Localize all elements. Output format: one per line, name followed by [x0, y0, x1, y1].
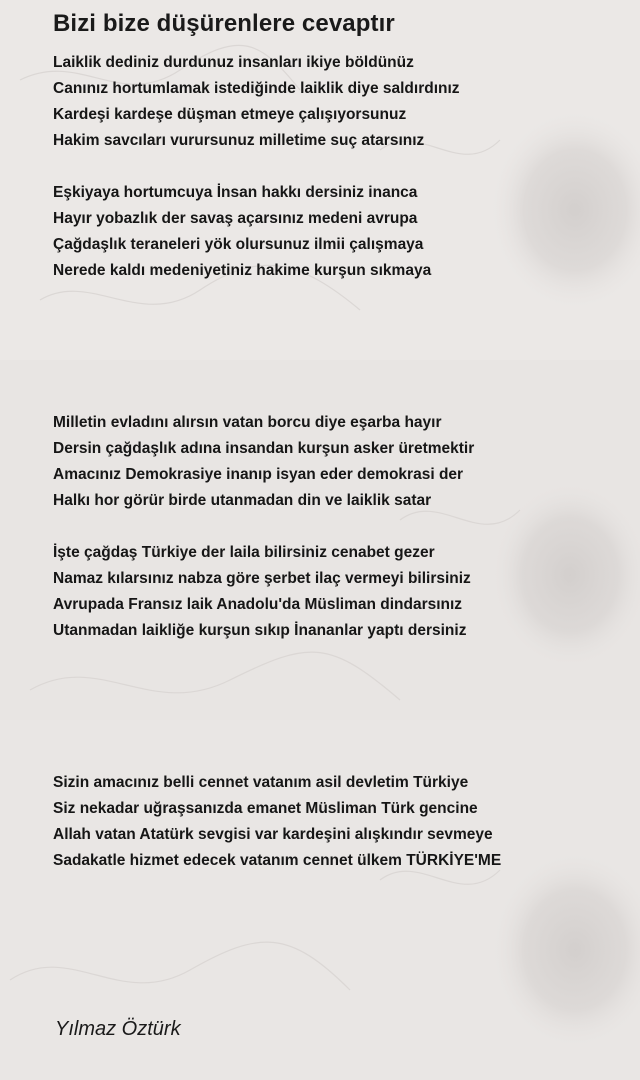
poem-line: Utanmadan laikliğe kurşun sıkıp İnananlar yaptı dersiniz	[53, 622, 467, 639]
poem-line: Eşkiyaya hortumcuya İnsan hakkı dersiniz inanca	[53, 184, 418, 201]
poem-line: Namaz kılarsınız nabza göre şerbet ilaç vermeyi bilirsiniz	[53, 570, 471, 587]
poem-line: Sizin amacınız belli cennet vatanım asil devletim Türkiye	[53, 774, 469, 791]
poem-line: Avrupada Fransız laik Anadolu'da Müsliman dindarsınız	[53, 596, 463, 613]
poem-line: Kardeşi kardeşe düşman etmeye çalışıyorsunuz	[53, 106, 407, 123]
poem-line: Dersin çağdaşlık adına insandan kurşun asker üretmektir	[53, 440, 475, 457]
poem-line: İşte çağdaş Türkiye der laila bilirsiniz cenabet gezer	[53, 544, 435, 561]
poem-line: Hayır yobazlık der savaş açarsınız medeni avrupa	[53, 210, 418, 227]
poem-stanza	[53, 50, 460, 154]
poem-line: Amacınız Demokrasiye inanıp isyan eder demokrasi der	[53, 466, 464, 483]
poem-line: Milletin evladını alırsın vatan borcu diye eşarba hayır	[53, 414, 442, 431]
poem-line: Hakim savcıları vurursunuz milletime suç atarsınız	[53, 132, 425, 149]
poem-title: Bizi bize düşürenlere cevaptır	[53, 10, 395, 37]
poem-author: Yılmaz Öztürk	[55, 1018, 181, 1040]
poem-stanza	[53, 180, 431, 284]
poem-line: Sadakatle hizmet edecek vatanım cennet ülkem TÜRKİYE'ME	[53, 852, 502, 869]
poem-line: Çağdaşlık teraneleri yök olursunuz ilmii çalışmaya	[53, 236, 424, 253]
poem-line: Laiklik dediniz durdunuz insanları ikiye böldünüz	[53, 54, 414, 71]
poem-stanza	[53, 540, 471, 644]
poem-stanza	[53, 410, 474, 514]
poem-stanza	[53, 770, 501, 874]
poem-line: Halkı hor görür birde utanmadan din ve laiklik satar	[53, 492, 432, 509]
poem-line: Canınız hortumlamak istediğinde laiklik diye saldırdınız	[53, 80, 460, 97]
poem-line: Nerede kaldı medeniyetiniz hakime kurşun sıkmaya	[53, 262, 432, 279]
poem-line: Siz nekadar uğraşsanızda emanet Müsliman Türk gencine	[53, 800, 478, 817]
poem-line: Allah vatan Atatürk sevgisi var kardeşini alışkındır sevmeye	[53, 826, 493, 843]
